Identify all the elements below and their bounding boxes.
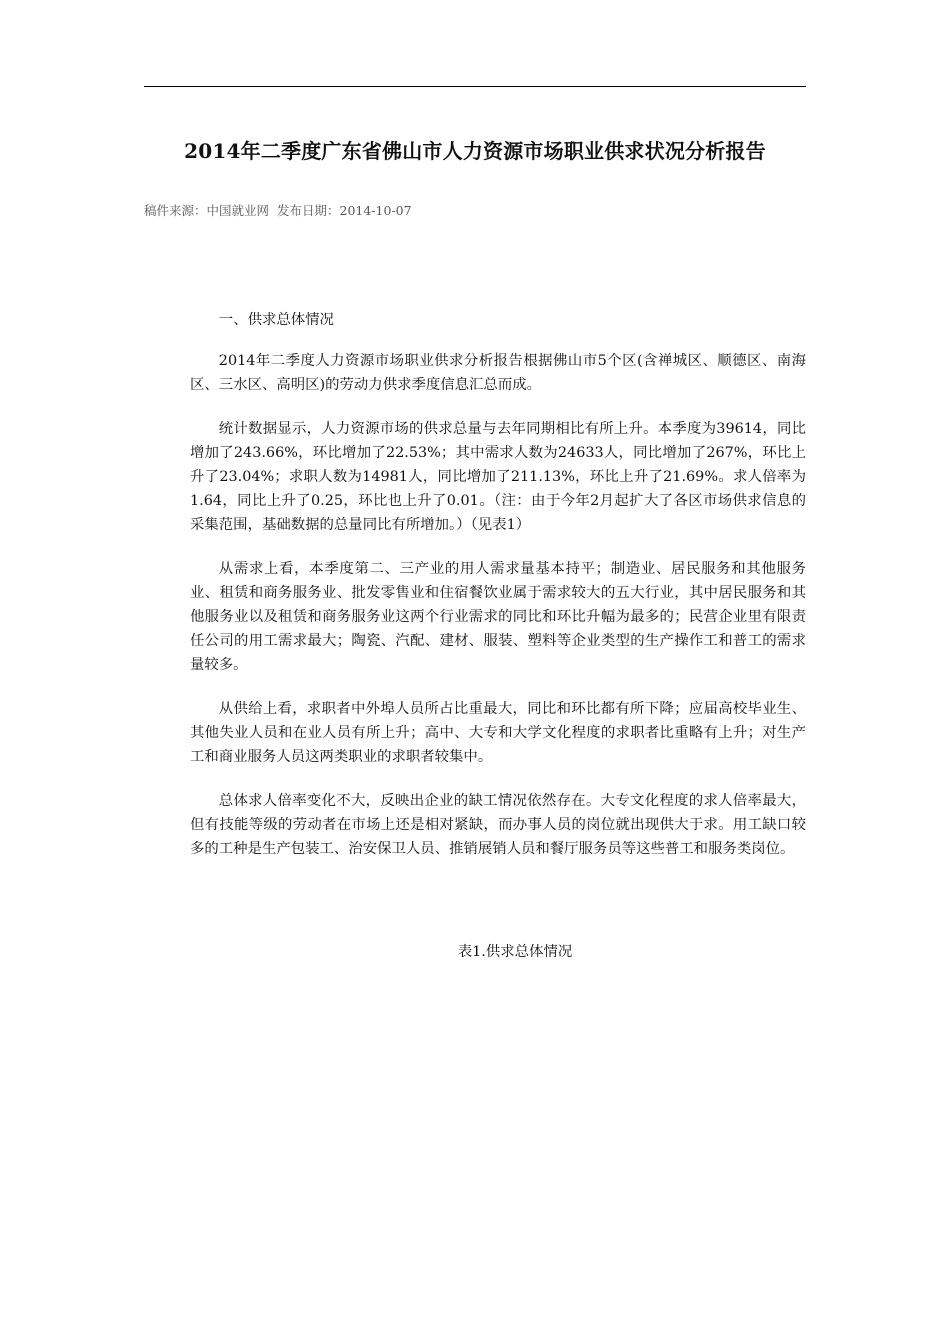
paragraph: 统计数据显示，人力资源市场的供求总量与去年同期相比有所上升。本季度为39614，同比增加了243.66%，环比增加了22.53%；其中需求人数为24633人，同比增加了267%，环比上升了23.04%；求职人数为14981人，同比增加了211.13%，环比上升了21.69%。求人倍率为1.64，同比上升了0.25，环比也上升了0.01。（注：由于今年2月起扩大了各区市场供求信息的采集范围，基础数据的总量同比有所增加。）（见表1） xyxy=(190,421,806,533)
top-divider xyxy=(144,86,806,87)
paragraph: 从供给上看，求职者中外埠人员所占比重最大，同比和环比都有所下降；应届高校毕业生、其他失业人员和在业人员有所上升；高中、大专和大学文化程度的求职者比重略有上升；对生产工和商业服务人员这两类职业的求职者较集中。 xyxy=(190,701,806,765)
table-caption: 表1.供求总体情况 xyxy=(457,944,573,960)
section-heading: 一、供求总体情况 xyxy=(218,312,334,328)
document-title: 2014年二季度广东省佛山市人力资源市场职业供求状况分析报告 xyxy=(184,139,766,163)
source-label: 稿件来源：中国就业网 xyxy=(144,203,270,218)
publish-date: 发布日期：2014-10-07 xyxy=(277,203,412,218)
document-body xyxy=(190,308,806,881)
paragraph: 2014年二季度人力资源市场职业供求分析报告根据佛山市5个区(含禅城区、顺德区、南海区、三水区、高明区)的劳动力供求季度信息汇总而成。 xyxy=(190,353,806,393)
document-meta xyxy=(144,202,416,220)
paragraph: 总体求人倍率变化不大，反映出企业的缺工情况依然存在。大专文化程度的求人倍率最大，但有技能等级的劳动者在市场上还是相对紧缺，而办事人员的岗位就出现供大于求。用工缺口较多的工种是生产包装工、治安保卫人员、推销展销人员和餐厅服务员等这些普工和服务类岗位。 xyxy=(190,793,806,857)
paragraph: 从需求上看，本季度第二、三产业的用人需求量基本持平；制造业、居民服务和其他服务业、租赁和商务服务业、批发零售业和住宿餐饮业属于需求较大的五大行业，其中居民服务和其他服务业以及租赁和商务服务业这两个行业需求的同比和环比升幅为最多的；民营企业里有限责任公司的用工需求最大；陶瓷、汽配、建材、服装、塑料等企业类型的生产操作工和普工的需求量较多。 xyxy=(190,561,806,673)
